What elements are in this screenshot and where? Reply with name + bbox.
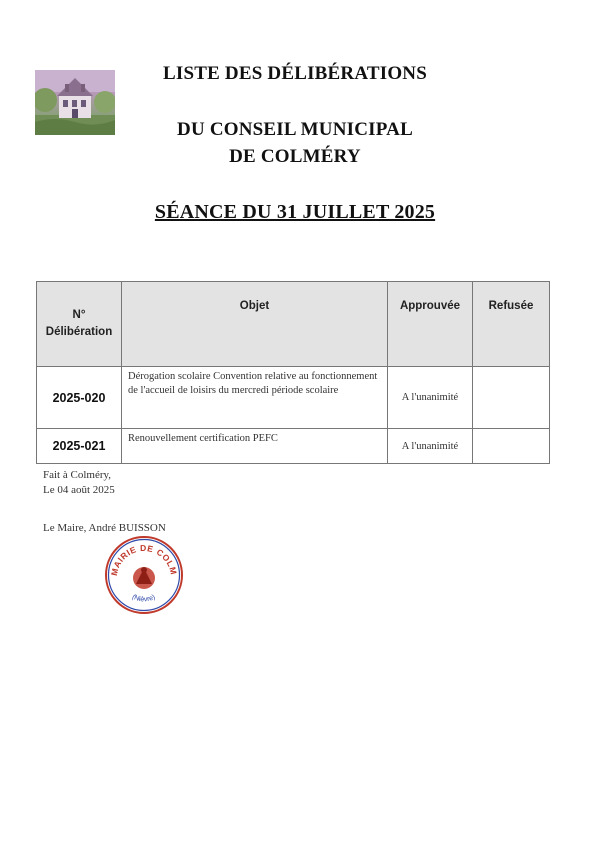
row-approuvee: A l'unanimité	[388, 429, 473, 464]
table-header-row	[37, 282, 550, 367]
official-seal-icon	[103, 534, 185, 616]
svg-text:MAIRIE DE COLMÉRY: MAIRIE DE COLM	[108, 542, 179, 577]
signature-text: Le Maire, André BUISSON	[43, 522, 166, 534]
row-refusee	[473, 367, 550, 429]
document-title-line1: LISTE DES DÉLIBÉRATIONS	[162, 63, 427, 84]
svg-text:(Nièvre): (Nièvre)	[130, 593, 157, 604]
row-num: 2025-020	[37, 367, 122, 429]
row-objet: Dérogation scolaire Convention relative au fonctionnement de l'accueil de loisirs du mercredi période scolaire	[122, 367, 388, 429]
mairie-stamp	[103, 534, 185, 616]
seance-date-heading: SÉANCE DU 31 JUILLET 2025	[154, 201, 436, 223]
row-objet: Renouvellement certification PEFC	[122, 429, 388, 464]
place-text: Fait à Colméry,	[43, 469, 112, 481]
date-text: Le 04 août 2025	[43, 484, 115, 496]
column-header-num-line1: N°	[72, 309, 86, 321]
column-header-objet: Objet	[122, 282, 388, 367]
column-header-approuvee: Approuvée	[388, 282, 473, 367]
column-header-num-line2: Délibération	[45, 326, 113, 338]
row-refusee	[473, 429, 550, 464]
table-row	[37, 367, 550, 429]
row-num: 2025-021	[37, 429, 122, 464]
column-header-num	[37, 282, 122, 367]
deliberations-table	[36, 281, 550, 464]
column-header-refusee: Refusée	[473, 282, 550, 367]
row-approuvee: A l'unanimité	[388, 367, 473, 429]
document-title-line3: DE COLMÉRY	[229, 146, 361, 167]
table-row	[37, 429, 550, 464]
document-title-line2: DU CONSEIL MUNICIPAL	[177, 119, 413, 140]
